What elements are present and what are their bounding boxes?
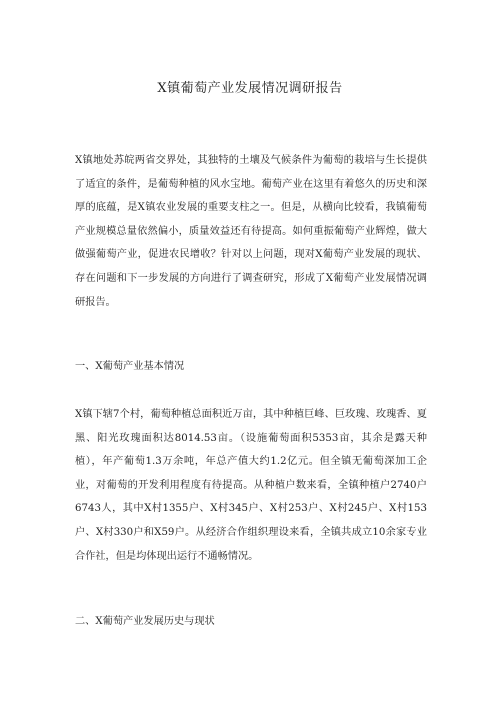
section-1-paragraph: X镇下辖7个村，葡萄种植总面积近万亩，其中种植巨峰、巨玫瑰、玫瑰香、夏黑、阳光玫瑰面积达8014.53亩。（设施葡萄面积5353亩，其余是露天种植），年产葡萄1.3万余吨，年总产值大约1.2亿元。但全镇无葡萄深加工企业，对葡萄的开发利用程度有待提高。从种植户数来看，全镇种植户2740户6743人，其中X村1355户、X村345户、X村253户、X村245户、X村153户、X村330户和X59户。从经济合作组织理设来看，全镇共成立10余家专业合作社，但是均体现出运行不通畅情况。	[75, 409, 427, 562]
intro-paragraph: X镇地处苏皖两省交界处，其独特的土壤及气候条件为葡萄的栽培与生长提供了适宜的条件，是葡萄种植的风水宝地。葡萄产业在这里有着悠久的历史和深厚的底蕴，是X镇农业发展的重要支柱之一。但是，从横向比较看，我镇葡萄产业规模总量依然偏小，质量效益还有待提高。如何重振葡萄产业辉煌，做大做强葡萄产业，促进农民增收？针对以上问题，现对X葡萄产业发展的现状、存在问题和下一步发展的方向进行了调查研究，形成了X葡萄产业发展情况调研报告。	[75, 155, 427, 308]
document-title: X镇葡萄产业发展情况调研报告	[157, 81, 343, 96]
section-heading-2: 二、X葡萄产业发展历史与现状	[75, 616, 215, 627]
section-heading-1: 一、X葡萄产业基本情况	[75, 361, 185, 372]
